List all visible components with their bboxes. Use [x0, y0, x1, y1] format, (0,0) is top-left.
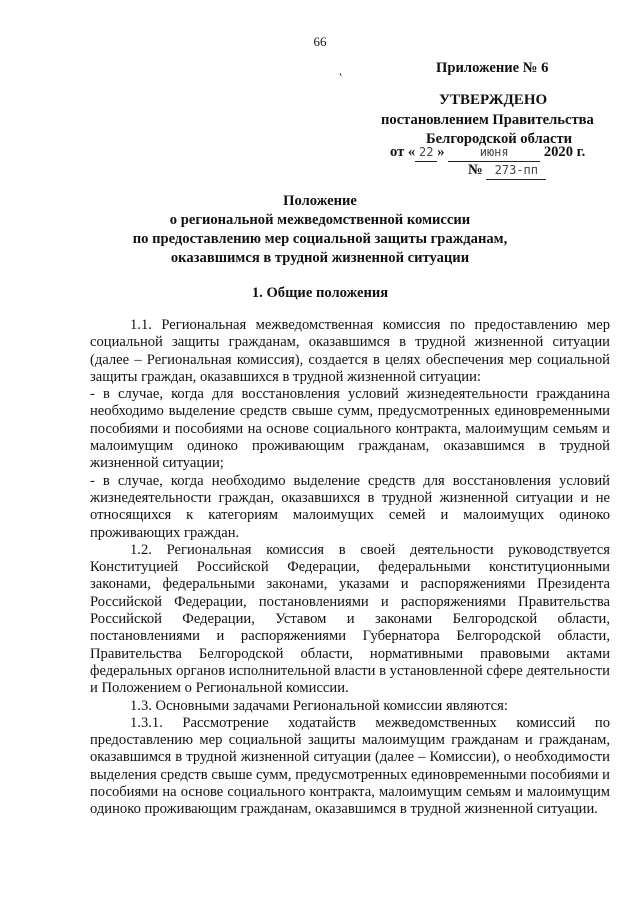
date-mid: » — [437, 144, 445, 160]
appendix-label: Приложение № 6 — [436, 60, 549, 76]
paragraph: - в случае, когда для восстановления условий жизнедеятельности гражданина необходимо выделение средств свыше сумм, предусмотренных единовременными пособиями и пособиями на основе социального контракта, малоимущим семьям и малоимущим одиноко проживающим гражданам, оказавшимся в трудной жизненной ситуации; — [90, 386, 610, 472]
title-line: Положение — [283, 193, 357, 209]
region-name: Белгородской области — [426, 131, 573, 147]
date-day: 22 — [418, 145, 434, 159]
document-title — [60, 192, 580, 268]
title-line: оказавшимся в трудной жизненной ситуации — [170, 250, 470, 266]
document-body — [90, 317, 610, 819]
approved-title: УТВЕРЖДЕНО — [439, 92, 548, 108]
number-value: 273-пп — [494, 163, 538, 177]
title-line: по предоставлению мер социальной защиты гражданам, — [132, 231, 508, 247]
stray-mark: ˛ — [339, 62, 343, 76]
title-line: о региональной межведомственной комиссии — [169, 212, 471, 228]
decree-date — [390, 144, 585, 162]
date-month: июня — [479, 145, 509, 159]
date-prefix: от « — [390, 144, 416, 160]
date-year: 2020 г. — [543, 144, 586, 160]
paragraph: - в случае, когда необходимо выделение средств для восстановления условий жизнедеятельности граждан, оказавшихся в трудной жизненной ситуации и не относящихся к категориям малоимущих семей и малоимущих одиноко проживающих граждан. — [90, 472, 610, 541]
approved-by: постановлением Правительства — [381, 112, 594, 128]
paragraph: 1.3.1. Рассмотрение ходатайств межведомственных комиссий по предоставлению мер социальной защиты малоимущим гражданам и гражданам, оказавшимся в трудной жизненной ситуации (далее – Комиссии), о необходимости выделения средств свыше сумм, предусмотренных единовременными пособиями и пособиями на основе социального контракта, малоимущим семьям и малоимущим одиноко проживающим гражданам, оказавшимся в трудной жизненной ситуации. — [90, 714, 610, 818]
paragraph: 1.2. Региональная комиссия в своей деятельности руководствуется Конституцией Российской Федерации, федеральными конституционными законами, федеральными законами, указами и распоряжениями Президента Российской Федерации, постановлениями и распоряжениями Правительства Российской Федерации, Уставом и законами Белгородской области, постановлениями и распоряжениями Губернатора Белгородской области, Правительства Белгородской области, нормативными правовыми актами федеральных органов исполнительной власти в установленной сфере деятельности и Положением о Региональной комиссии. — [90, 541, 610, 697]
section-heading: 1. Общие положения — [251, 285, 389, 301]
number-prefix: № — [468, 162, 483, 178]
paragraph: 1.1. Региональная межведомственная комиссия по предоставлению мер социальной защиты гражданам, оказавшимся в трудной жизненной ситуации (далее – Региональная комиссия), создается в целях обеспечения мер социальной защиты граждан, оказавшихся в трудной жизненной ситуации: — [90, 317, 610, 385]
decree-number — [468, 162, 546, 180]
page-number: 66 — [313, 34, 327, 49]
paragraph: 1.3. Основными задачами Региональной комиссии являются: — [130, 697, 508, 714]
